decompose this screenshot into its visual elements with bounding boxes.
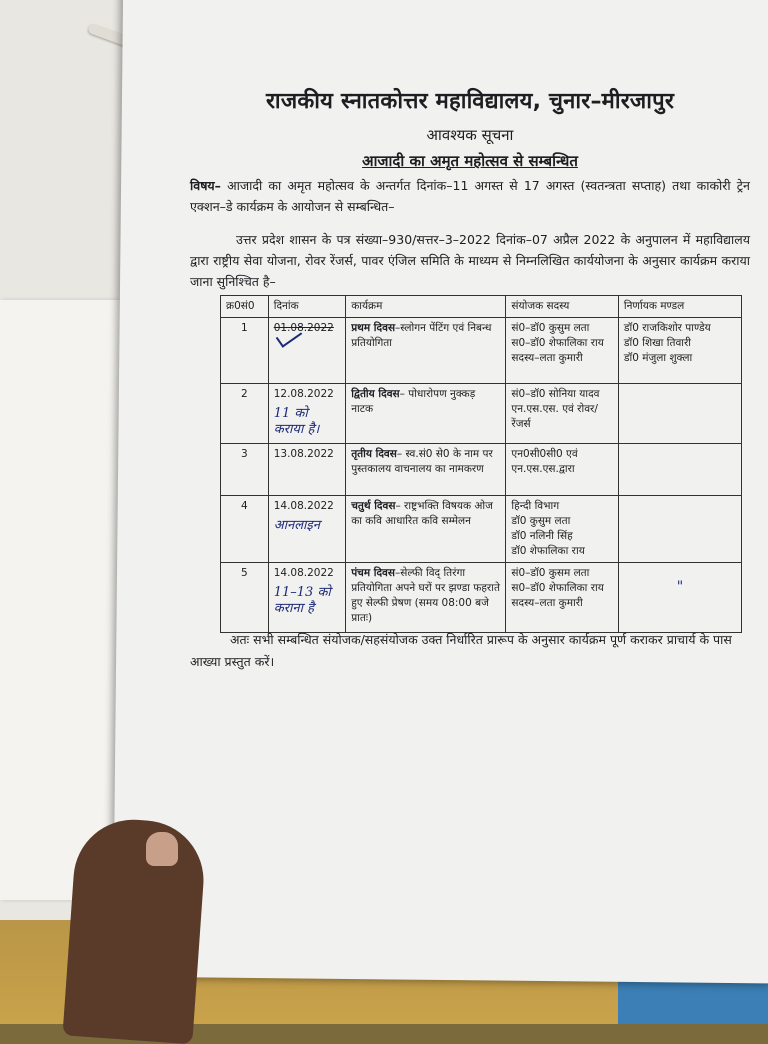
row-program-cell: [346, 318, 506, 384]
row-judges: डॉ0 राजकिशोर पाण्डेय डॉ0 शिखा तिवारी डॉ0 मंजुला शुक्ला: [618, 318, 741, 384]
header-conveners: संयोजक सदस्य: [506, 296, 618, 318]
handwritten-note: 11 को कराया है।: [273, 406, 320, 437]
row-program: –स्लोगन पेंटिंग एवं निबन्ध प्रतियोगिता: [351, 322, 492, 349]
row-serial: 2: [221, 384, 269, 444]
subject-line: [190, 175, 750, 217]
closing-paragraph: [190, 629, 750, 673]
row-date-cell: [268, 318, 345, 384]
row-date: 14.08.2022: [273, 567, 334, 579]
row-conveners: सं0–डॉ0 कुसुम लता स0–डॉ0 शेफालिका राय सदस्य–लता कुमारी: [506, 318, 618, 384]
row-conveners: सं0–डॉ0 कुसम लता स0–डॉ0 शेफालिका राय सदस्य–लता कुमारी: [506, 563, 618, 633]
subject-heading: आजादी का अमृत महोत्सव से सम्बन्धित: [362, 152, 578, 170]
row-serial: 4: [221, 496, 269, 563]
row-conveners: सं0–डॉ0 सोनिया यादव एन.एस.एस. एवं रोवर/रेंजर्स: [506, 384, 618, 444]
row-date: 13.08.2022: [273, 448, 334, 460]
row-serial: 1: [221, 318, 269, 384]
row-conveners: एन0सी0सी0 एवं एन.एस.एस.द्वारा: [506, 444, 618, 496]
handwritten-note: 11–13 को कराना है: [273, 585, 331, 616]
row-program: – राष्ट्रभक्ति विषयक ओज का कवि आधारित कवि सम्मेलन: [351, 500, 493, 527]
ditto-mark: ": [676, 579, 684, 595]
table-row: [221, 384, 742, 444]
row-program-cell: [346, 384, 506, 444]
notice-document: [190, 85, 750, 669]
row-date-cell: [268, 444, 345, 496]
program-table: [220, 295, 742, 633]
row-date-cell: [268, 384, 345, 444]
college-title: राजकीय स्नातकोत्तर महाविद्यालय, चुनार–मीरजापुर: [265, 89, 675, 114]
subject-text: आजादी का अमृत महोत्सव के अन्तर्गत दिनांक–11 अगस्त से 17 अगस्त (स्वतन्त्रता सप्ताह) तथा काकोरी ट्रेन एक्शन–डे कार्यक्रम के आयोजन से सम्बन्धित–: [190, 178, 750, 214]
row-judges: [618, 384, 741, 444]
row-day-label: पंचम दिवस: [351, 567, 395, 579]
row-day-label: द्वितीय दिवस: [351, 388, 400, 400]
row-program: – स्व.सं0 से0 के नाम पर पुस्तकालय वाचनालय का नामकरण: [351, 448, 493, 475]
row-serial: 5: [221, 563, 269, 633]
row-conveners: हिन्दी विभाग डॉ0 कुसुम लता डॉ0 नलिनी सिंह डॉ0 शेफालिका राय: [506, 496, 618, 563]
row-date-cell: [268, 496, 345, 563]
row-date: 01.08.2022: [273, 322, 334, 334]
row-date-cell: [268, 563, 345, 633]
row-serial: 3: [221, 444, 269, 496]
row-program-cell: [346, 444, 506, 496]
row-program: – पोधारोपण नुक्कड़ नाटक: [351, 388, 476, 415]
row-program: –सेल्फी विद् तिरंगा प्रतियोगिता अपने घरों पर झण्डा फहराते हुए सेल्फी प्रेषण (समय 08:00 बजे प्रातः): [351, 567, 500, 624]
row-program-cell: [346, 496, 506, 563]
row-date: 12.08.2022: [273, 388, 334, 400]
row-day-label: चतुर्थ दिवस: [351, 500, 396, 512]
row-program-cell: [346, 563, 506, 633]
underlying-paper-sheet: [0, 300, 120, 900]
notice-label: आवश्यक सूचना: [426, 126, 514, 144]
handwritten-note: आनलाइन: [273, 518, 321, 533]
table-header-row: [221, 296, 742, 318]
table-row: [221, 563, 742, 633]
header-program: कार्यक्रम: [346, 296, 506, 318]
closing-text: अतः सभी सम्बन्धित संयोजक/सहसंयोजक उक्त निर्धारित प्रारूप के अनुसार कार्यक्रम पूर्ण कराकर प्राचार्य के पास आख्या प्रस्तुत करें।: [190, 632, 732, 669]
row-judges: [618, 444, 741, 496]
row-date: 14.08.2022: [273, 500, 334, 512]
table-row: [221, 496, 742, 563]
row-judges: [618, 496, 741, 563]
row-day-label: प्रथम दिवस: [351, 322, 396, 334]
header-date: दिनांक: [268, 296, 345, 318]
table-row: [221, 444, 742, 496]
header-serial: क्र0सं0: [221, 296, 269, 318]
row-judges-cell: [618, 563, 741, 633]
row-day-label: तृतीय दिवस: [351, 448, 397, 460]
table-row: [221, 318, 742, 384]
finger-holding-paper: [62, 816, 207, 1044]
fingernail: [146, 832, 178, 866]
header-judges: निर्णायक मण्डल: [618, 296, 741, 318]
body-paragraph: उत्तर प्रदेश शासन के पत्र संख्या–930/सत्तर–3–2022 दिनांक–07 अप्रैल 2022 के अनुपालन में महाविद्यालय द्वारा राष्ट्रीय सेवा योजना, रोवर रेंजर्स, पावर एंजिल समिति के माध्यम से निम्नलिखित कार्ययोजना के अनुसार कार्यक्रम कराया जाना सुनिश्चित है–: [190, 232, 750, 289]
subject-label: विषय–: [190, 178, 221, 193]
